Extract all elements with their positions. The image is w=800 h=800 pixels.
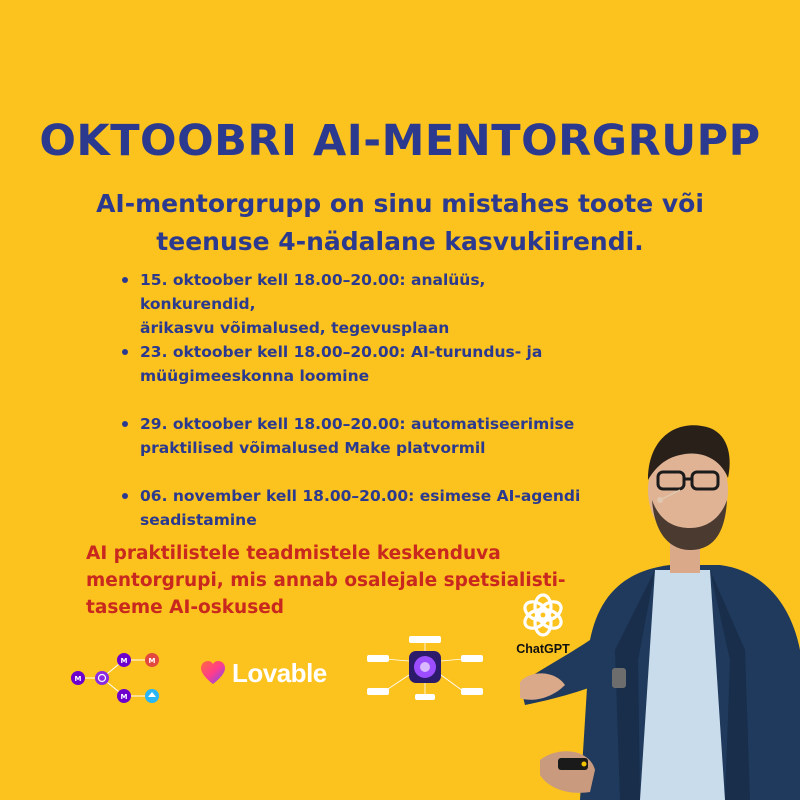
lovable-wordmark: Lovable: [232, 657, 327, 688]
highlight-line-1: AI praktilistele teadmistele keskenduva: [86, 543, 501, 564]
subtitle-line-1: AI-mentorgrupp on sinu mistahes toote või: [96, 189, 704, 218]
schedule-item-line-1: 15. oktoober kell 18.00–20.00: analüüs, konkurendid,: [140, 271, 486, 313]
ai-agent-flow-diagram: [365, 633, 485, 713]
subtitle: [40, 185, 760, 261]
schedule-item-line-1: 29. oktoober kell 18.00–20.00: automatiseerimise: [140, 415, 575, 433]
schedule-item-line-2: praktilised võimalused Make platvormil: [140, 439, 486, 457]
lovable-logo: [200, 655, 327, 691]
svg-text:M: M: [120, 657, 128, 665]
make-scenario-icon: [68, 648, 168, 710]
bullet-icon: [122, 493, 128, 499]
schedule-item-line-1: 06. november kell 18.00–20.00: esimese AI-agendi: [140, 487, 581, 505]
bullet-icon: [122, 349, 128, 355]
lovable-heart-icon: [200, 660, 226, 686]
speaker-photo: [520, 400, 800, 800]
page-title: OKTOOBRI AI-MENTORGRUPP: [39, 116, 761, 166]
subtitle-line-2: teenuse 4-nädalane kasvukiirendi.: [156, 227, 644, 256]
schedule-item: [120, 268, 600, 340]
bullet-icon: [122, 277, 128, 283]
schedule-item-line-1: 23. oktoober kell 18.00–20.00: AI-turundus- ja: [140, 343, 543, 361]
schedule-item-line-2: ärikasvu võimalused, tegevusplaan: [140, 319, 450, 337]
chatgpt-wordmark: ChatGPT: [516, 642, 570, 656]
schedule-item-line-2: müügimeeskonna loomine: [140, 367, 370, 385]
bullet-icon: [122, 421, 128, 427]
highlight-line-3: taseme AI-oskused: [86, 597, 285, 618]
svg-text:M: M: [120, 693, 128, 701]
highlight-line-2: mentorgrupi, mis annab osalejale spetsialisti-: [86, 570, 566, 591]
svg-text:M: M: [74, 675, 82, 683]
svg-text:M: M: [148, 657, 156, 665]
schedule-item-line-2: seadistamine: [140, 511, 257, 529]
